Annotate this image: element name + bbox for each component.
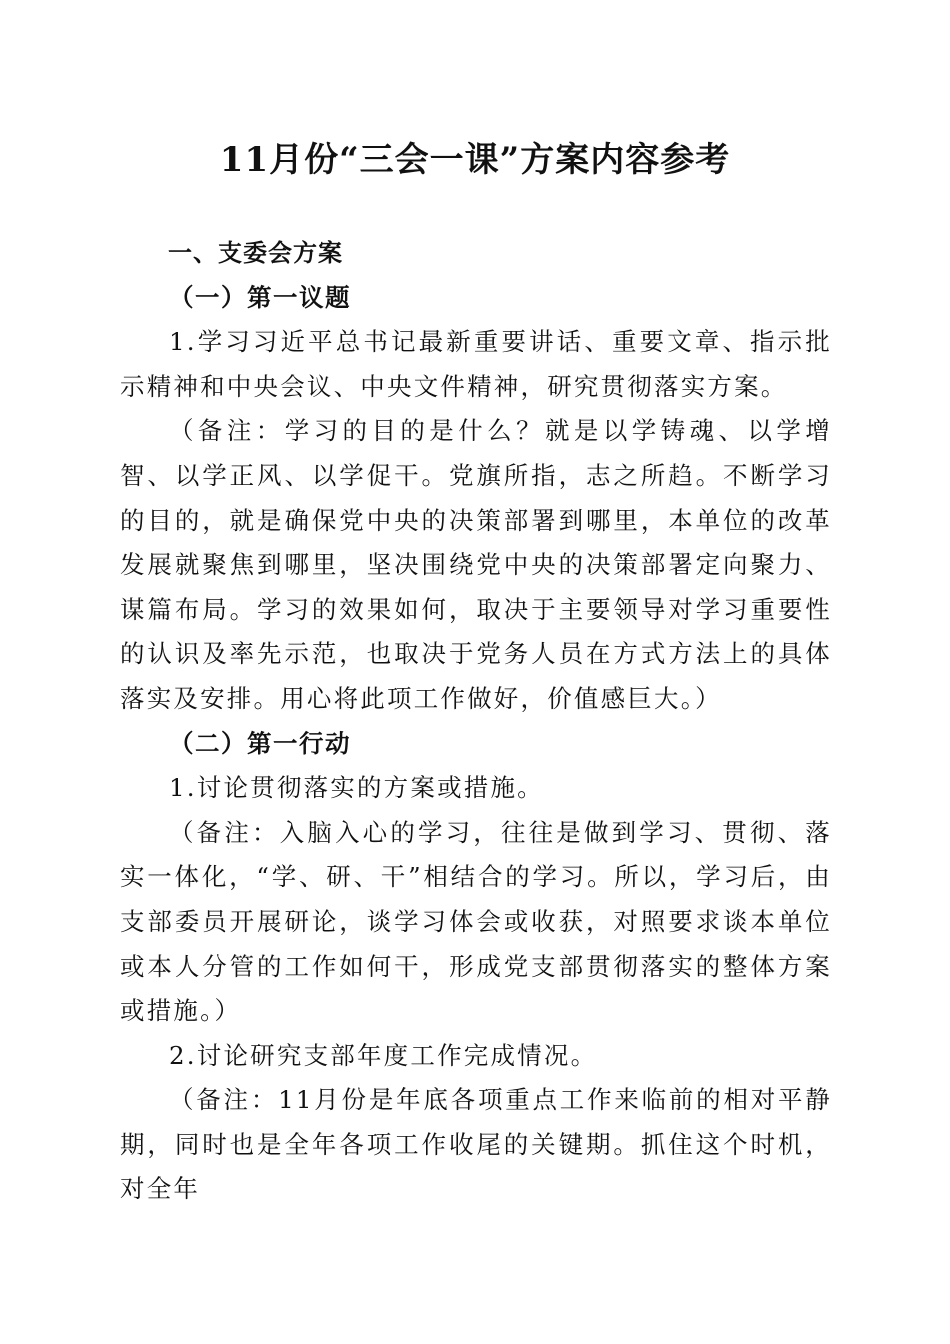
document-title: 11月份“三会一课”方案内容参考 xyxy=(219,140,731,180)
item-discuss-plan: 1.讨论贯彻落实的方案或措施。 xyxy=(169,773,544,803)
item-study-speech: 1.学习习近平总书记最新重要讲话、重要文章、指示批示精神和中央会议、中央文件精神，研究贯彻落实方案。 xyxy=(120,327,832,401)
section-heading-branch-committee: 一、支委会方案 xyxy=(168,239,343,267)
note-study-purpose: （备注：学习的目的是什么？就是以学铸魂、以学增智、以学正风、以学促干。党旗所指，志之所趋。不断学习的目的，就是确保党中央的决策部署到哪里，本单位的改革发展就聚焦到哪里，坚决围绕党中央的决策部署定向聚力、谋篇布局。学习的效果如何，取决于主要领导对学习重要性的认识及率先示范，也取决于党务人员在方式方法上的具体落实及安排。用心将此项工作做好，价值感巨大。） xyxy=(120,416,832,713)
note-november-period: （备注：11月份是年底各项重点工作来临前的相对平静期，同时也是全年各项工作收尾的关键期。抓住这个时机，对全年 xyxy=(120,1085,832,1204)
subsection-heading-first-action: （二）第一行动 xyxy=(169,728,351,758)
item-annual-work-review: 2.讨论研究支部年度工作完成情况。 xyxy=(169,1040,598,1070)
note-integrated-study: （备注：入脑入心的学习，往往是做到学习、贯彻、落实一体化，“学、研、干”相结合的学习。所以，学习后，由支部委员开展研论，谈学习体会或收获，对照要求谈本单位或本人分管的工作如何干，形成党支部贯彻落实的整体方案或措施。） xyxy=(120,817,832,1026)
document-body xyxy=(120,231,832,1212)
subsection-heading-first-topic: （一）第一议题 xyxy=(169,282,351,312)
